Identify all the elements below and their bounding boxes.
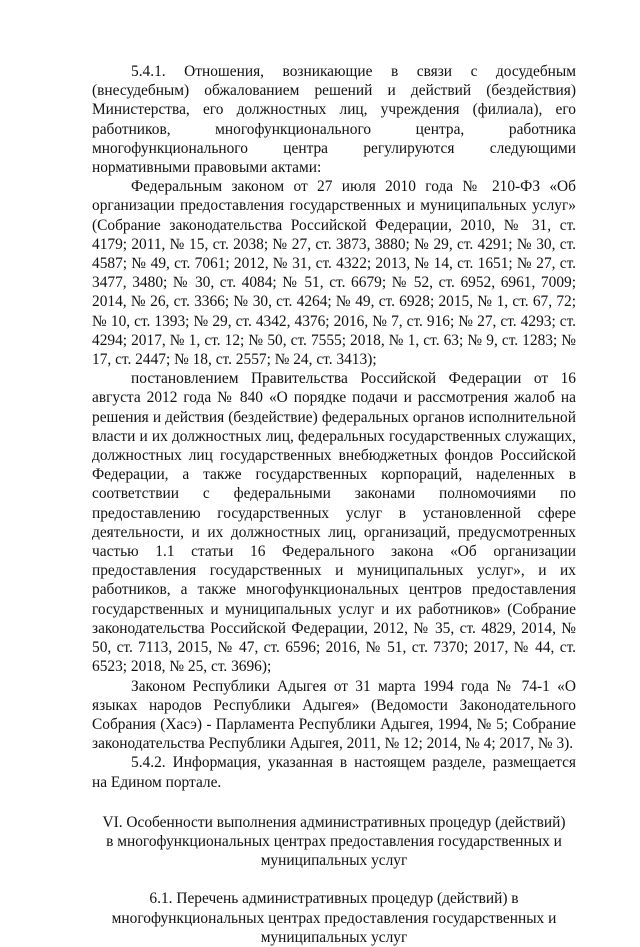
paragraph-adygea-law-74: Законом Республики Адыгея от 31 марта 1994 года № 74-1 «О языках народов Республики Адыгея» (Ведомости Законодательного Собрания (Хасэ) - Парламента Республики Адыгея, 1994, № 5; Собрание законодательства Республики Адыгея, 2011, № 12; 2014, № 4; 2017, № 3). xyxy=(92,677,576,753)
paragraph-5-4-2: 5.4.2. Информация, указанная в настоящем разделе, размещается на Едином портале. xyxy=(92,754,576,791)
paragraph-5-4-1: 5.4.1. Отношения, возникающие в связи с досудебным (внесудебным) обжалованием решений и действий (бездействия) Министерства, его должностных лиц, учреждения (филиала), его работников, многофункционального центра, работника многофункционального центра регулируются следующими нормативными правовыми актами: xyxy=(92,63,576,177)
section-heading: VI. Особенности выполнения административных процедур (действий) в многофункциональных центрах предоставления государственных и муниципальных услуг xyxy=(102,813,566,870)
subsection-heading: 6.1. Перечень административных процедур (действий) в многофункциональных центрах предоставления государственных и муниципальных услуг xyxy=(111,890,557,946)
document-page xyxy=(92,62,576,947)
paragraph-federal-law-210: Федеральным законом от 27 июля 2010 года № 210-ФЗ «Об организации предоставления государственных и муниципальных услуг» (Собрание законодательства Российской Федерации, 2010, № 31, ст. 4179; 2011, № 15, ст. 2038; № 27, ст. 3873, 3880; № 29, ст. 4291; № 30, ст. 4587; № 49, ст. 7061; 2012, № 31, ст. 4322; 2013, № 14, ст. 1651; № 27, ст. 3477, 3480; № 30, ст. 4084; № 51, ст. 6679; № 52, ст. 6952, 6961, 7009; 2014, № 26, ст. 3366; № 30, ст. 4264; № 49, ст. 6928; 2015, № 1, ст. 67, 72; № 10, ст. 1393; № 29, ст. 4342, 4376; 2016, № 7, ст. 916; № 27, ст. 4293; ст. 4294; 2017, № 1, ст. 12; № 50, ст. 7555; 2018, № 1, ст. 63; № 9, ст. 1283; № 17, ст. 2447; № 18, ст. 2557; № 24, ст. 3413); xyxy=(92,178,576,369)
paragraph-government-decree-840: постановлением Правительства Российской Федерации от 16 августа 2012 года № 840 «О порядке подачи и рассмотрения жалоб на решения и действия (бездействие) федеральных органов исполнительной власти и их должностных лиц, федеральных государственных служащих, должностных лиц государственных внебюджетных фондов Российской Федерации, а также государственных корпораций, наделенных в соответствии с федеральными законами полномочиями по предоставлению государственных услуг в установленной сфере деятельности, и их должностных лиц, организаций, предусмотренных частью 1.1 статьи 16 Федерального закона «Об организации предоставления государственных и муниципальных услуг», и их работников, а также многофункциональных центров предоставления государственных и муниципальных услуг и их работников» (Собрание законодательства Российской Федерации, 2012, № 35, ст. 4829, 2014, № 50, ст. 7113, 2015, № 47, ст. 6596; 2016, № 51, ст. 7370; 2017, № 44, ст. 6523; 2018, № 25, ст. 3696); xyxy=(92,370,576,676)
